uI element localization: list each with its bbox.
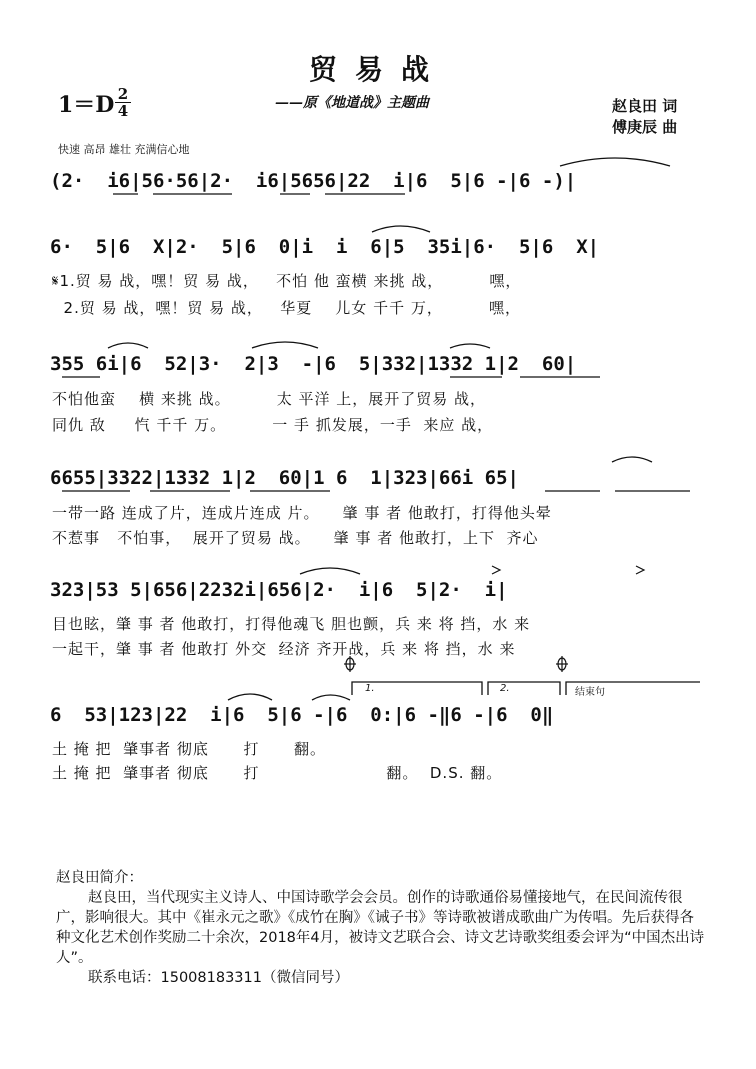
tie-mark — [560, 158, 670, 166]
song-title: 贸易战 — [308, 53, 447, 86]
score-line-4-verse-2: 不惹事 不怕事， 展开了贸易 战。 肇 事 者 他敢打，上下 齐心 — [52, 529, 539, 547]
second-ending-label: 2. — [500, 683, 510, 694]
slur-mark — [300, 568, 360, 574]
score-line-5-verse-2: 一起干，肇 事 者 他敢打 外交 经济 齐开战，兵 来 将 挡，水 来 — [52, 640, 516, 658]
slur-mark — [372, 226, 430, 232]
slur-mark — [108, 343, 148, 348]
song-subtitle: ——原《地道战》主题曲 — [275, 95, 429, 111]
bio-section — [56, 868, 706, 988]
score-line-1-notes: (2· i6|56·56|2· i6|5656|22 i|6 5|6 -|6 -)| — [50, 170, 577, 192]
first-ending-bracket — [352, 682, 482, 695]
bio-contact: 联系电话：15008183311（微信同号） — [88, 970, 349, 986]
score-line-6-verse-1: 土 掩 把 肇事者 彻底 打 翻。 — [52, 740, 327, 758]
lyricist-credit: 赵良田 词 — [612, 97, 678, 115]
composer-credit: 傅庚辰 曲 — [612, 118, 678, 136]
tempo-marking: 快速 高昂 雄壮 充满信心地 — [58, 143, 190, 156]
bio-heading: 赵良田简介： — [56, 870, 143, 886]
score-line-3-verse-2: 同仇 敌 忾 千千 万。 一 手 抓发展，一手 来应 战， — [52, 416, 494, 434]
slur-mark — [252, 342, 318, 348]
second-ending-bracket — [488, 682, 560, 695]
score-line-2-verse-2: 2.贸 易 战，嘿！贸 易 战， 华夏 儿女 千千 万， 嘿， — [52, 299, 521, 317]
score-line-4-verse-1: 一带一路 连成了片，连成片连成 片。 肇 事 者 他敢打，打得他头晕 — [52, 504, 552, 522]
meter-top: 2 — [117, 85, 129, 103]
key-signature: 1＝D — [58, 92, 115, 118]
score-line-3-verse-1: 不怕他蛮 横 来挑 战。 太 平洋 上，展开了贸易 战， — [52, 390, 487, 408]
slur-mark — [450, 344, 490, 348]
score-line-2-notes: 6· 5|6 X|2· 5|6 0|i i 6|5 35i|6· 5|6 X| — [50, 236, 600, 258]
coda-ending-label: 结束句 — [575, 687, 605, 698]
score-line-6-verse-2: 土 掩 把 肇事者 彻底 打 翻。 D.S. 翻。 — [52, 764, 503, 782]
score-line-5-notes: 323|53 5|656|2232i|656|2· i|6 5|2· i| — [50, 579, 508, 601]
score-line-4-notes: 6655|3322|1332 1|2 60|1 6 1|323|66i 65| — [50, 467, 519, 489]
accent-mark — [636, 566, 644, 574]
slur-mark — [228, 694, 272, 700]
slur-mark — [312, 695, 350, 700]
score-line-6-notes: 6 53|123|22 i|6 5|6 -|6 0:|6 -‖6 -|6 0‖ — [50, 704, 554, 726]
score-line-5-verse-1: 目也眩，肇 事 者 他敢打，打得他魂飞 胆也颤，兵 来 将 挡，水 来 — [52, 615, 531, 633]
meter-bottom: 4 — [117, 102, 129, 120]
slur-mark — [612, 457, 652, 462]
first-ending-label: 1. — [365, 683, 375, 694]
score-line-3-notes: 355 6i|6 52|3· 2|3 -|6 5|332|1332 1|2 60| — [50, 353, 577, 375]
accent-mark — [492, 566, 500, 574]
coda-ending-bracket — [566, 682, 700, 695]
bio-paragraph: 赵良田，当代现实主义诗人、中国诗歌学会会员。创作的诗歌通俗易懂接地气，在民间流传很广，影响很大。其中《崔永元之歌》《成竹在胸》《诫子书》等诗歌被谱成歌曲广为传唱。先后获得各种文化艺术创作奖励二十余次，2018年4月，被诗文艺联合会、诗文艺诗歌奖组委会评为“中国杰出诗人”。 — [56, 890, 705, 966]
score-line-2-verse-1: 𝄋1.贸 易 战，嘿！贸 易 战， 不怕 他 蛮横 来挑 战， 嘿， — [52, 272, 522, 290]
